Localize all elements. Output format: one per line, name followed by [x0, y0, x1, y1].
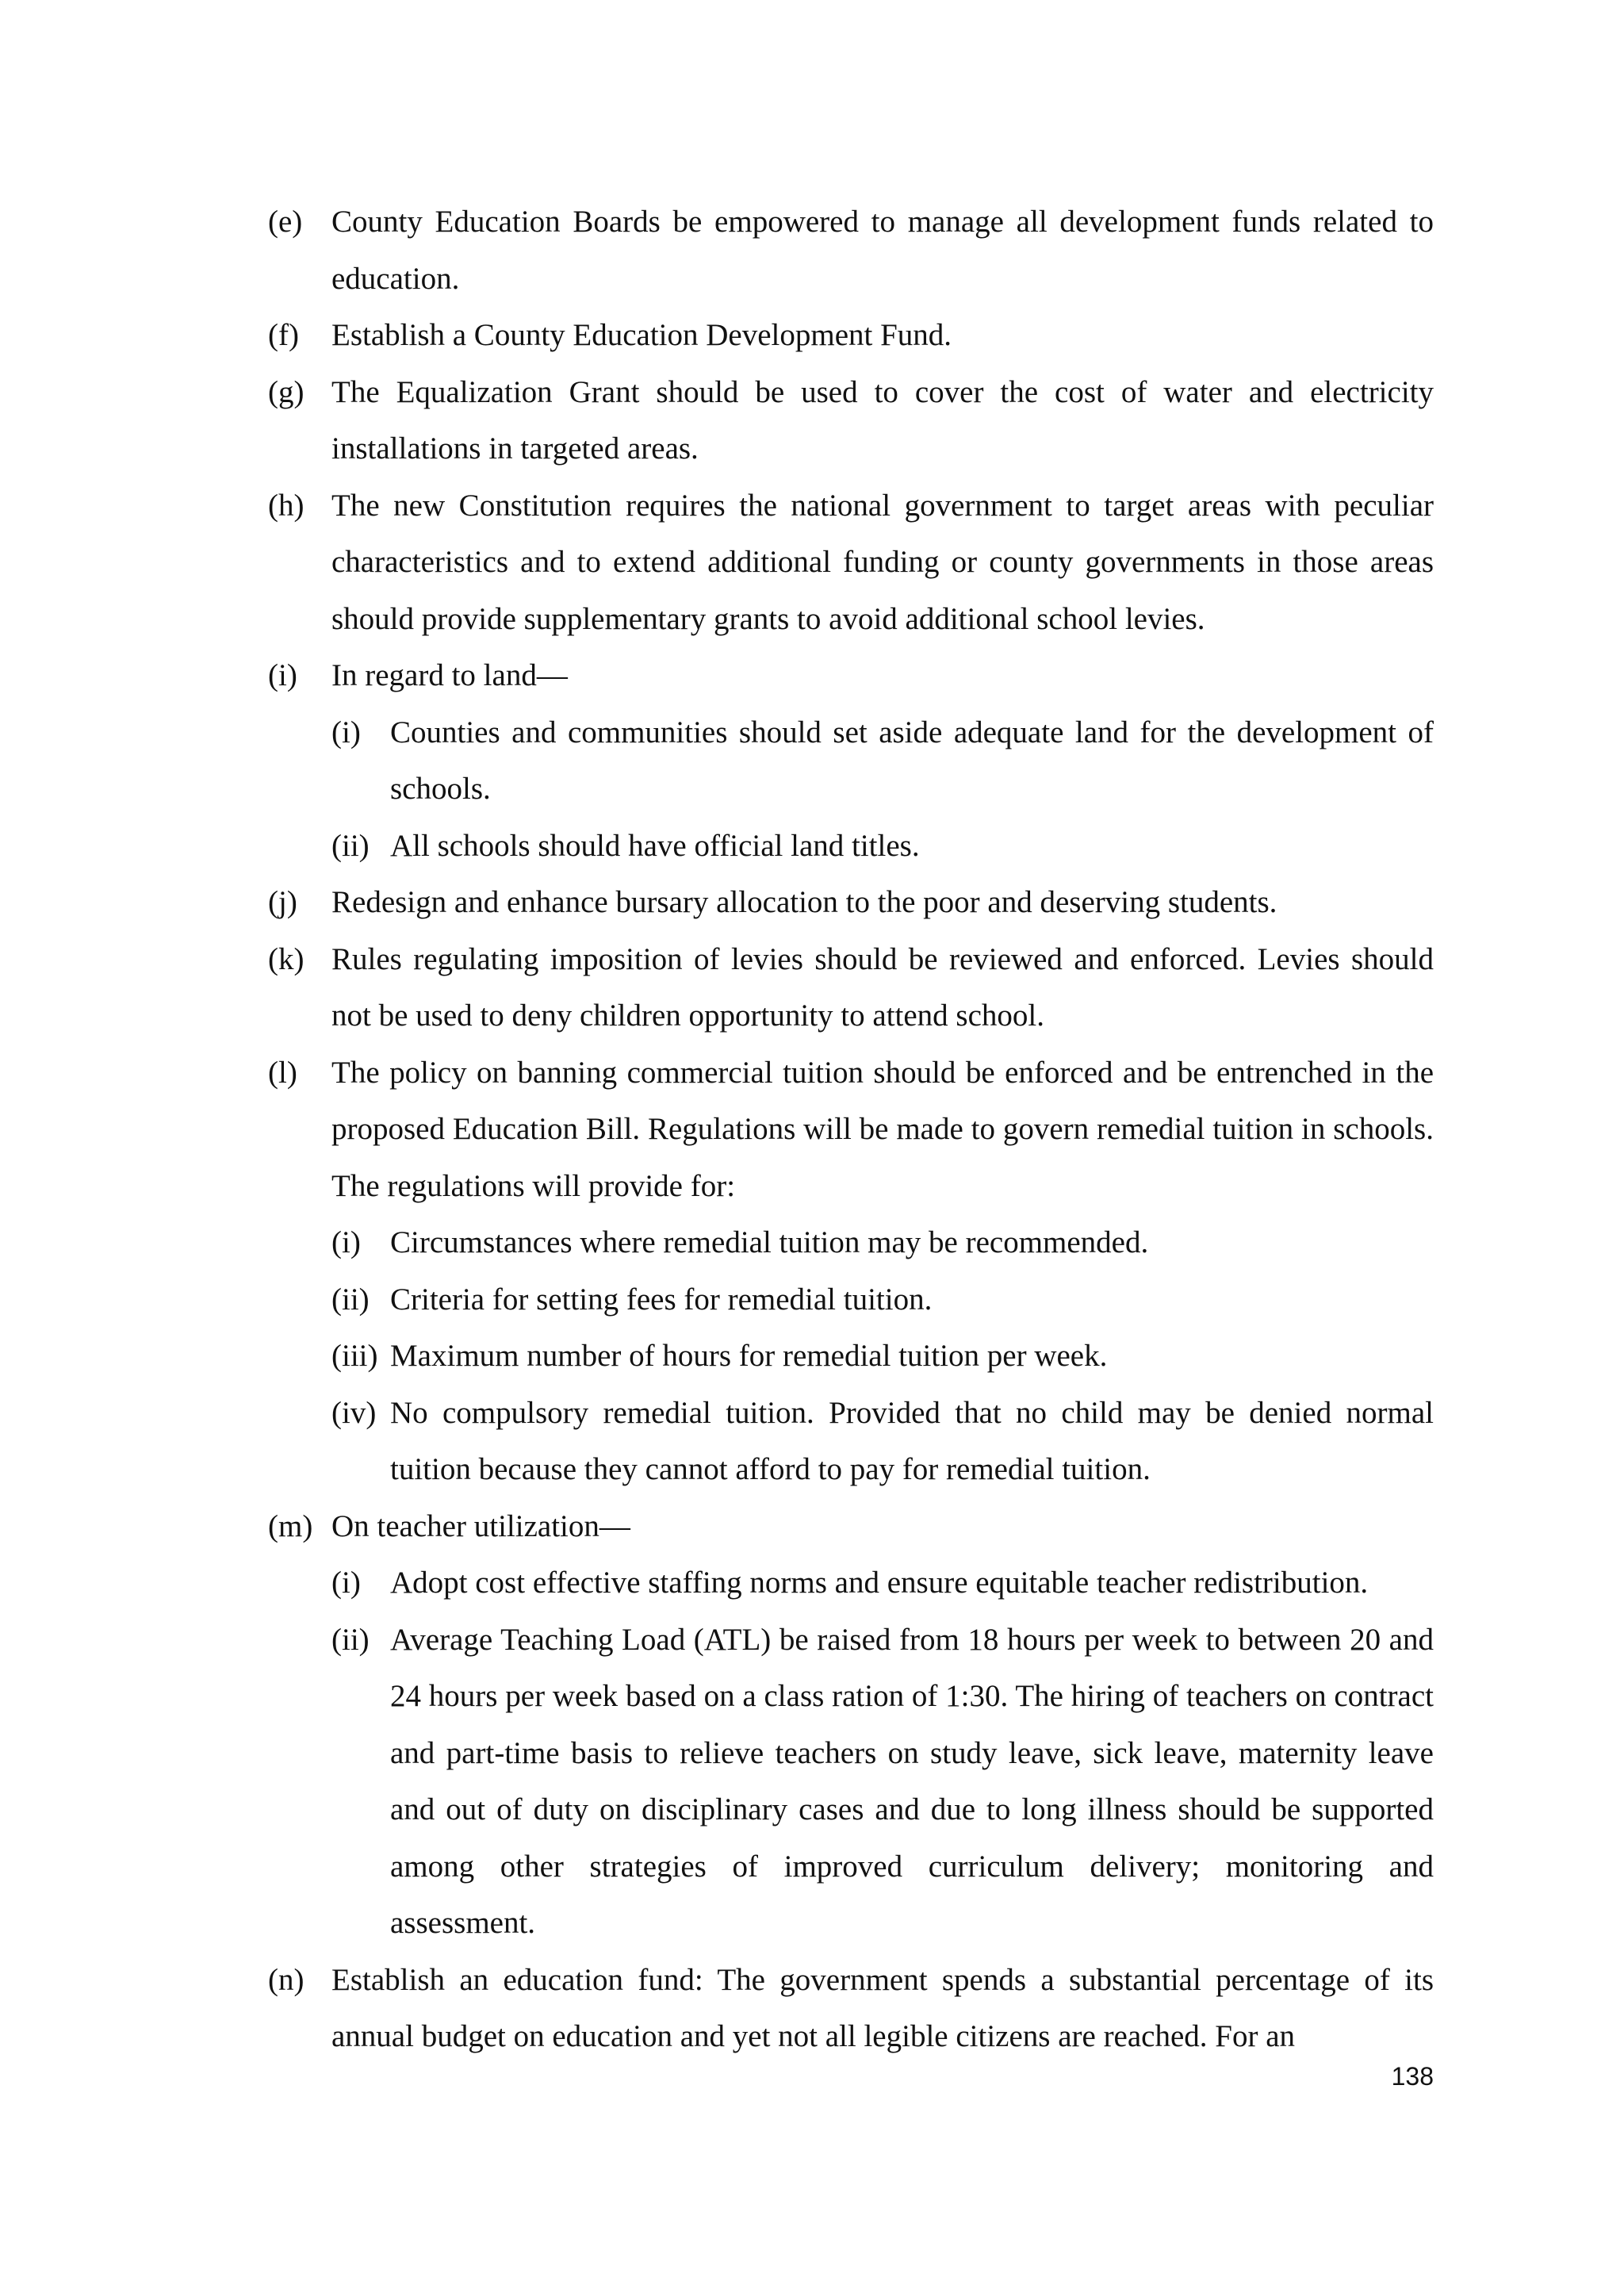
list-item-h	[268, 477, 1434, 648]
sublist-land	[331, 704, 1434, 875]
list-item-e	[268, 194, 1434, 307]
sub-item	[331, 1385, 1434, 1498]
sub-item	[331, 1554, 1434, 1612]
item-text: The policy on banning commercial tuition should be enforced and be entrenched in the proposed Education Bill. Regulations will be made to govern remedial tuition in schools. The regulations will provide for:	[331, 1055, 1434, 1203]
list-item-m	[268, 1498, 1434, 1555]
item-marker: (l)	[268, 1055, 297, 1090]
item-marker: (i)	[268, 658, 297, 692]
sub-item-marker: (i)	[331, 1566, 361, 1600]
sub-item	[331, 1271, 1434, 1328]
item-text: The Equalization Grant should be used to cover the cost of water and electricity installations in targeted areas.	[331, 374, 1434, 466]
sub-item-marker: (ii)	[331, 1622, 370, 1657]
item-text: Establish an education fund: The government spends a substantial percentage of its annual budget on education and yet not all legible citizens are reached. For an	[331, 1962, 1434, 2053]
sub-item-marker: (ii)	[331, 1282, 370, 1317]
sub-item	[331, 1214, 1434, 1271]
item-marker: (k)	[268, 941, 304, 976]
item-text: Establish a County Education Development Fund.	[331, 318, 952, 352]
sub-item-marker: (ii)	[331, 828, 370, 863]
sub-item-marker: (i)	[331, 715, 361, 749]
sub-item	[331, 818, 1434, 875]
sublist-regulations	[331, 1214, 1434, 1498]
list-item-l	[268, 1045, 1434, 1215]
sub-item-text: Average Teaching Load (ATL) be raised from 18 hours per week to between 20 and 24 hours per week based on a class ration of 1:30. The hiring of teachers on contract and part-time basis to relieve teachers on study leave, sick leave, maternity leave and out of duty on disciplinary cases and due to long illness should be supported among other strategies of improved curriculum delivery; monitoring and assessment.	[390, 1622, 1434, 1940]
item-text: Rules regulating imposition of levies should be reviewed and enforced. Levies should not be used to deny children opportunity to attend school.	[331, 941, 1434, 1033]
item-marker: (j)	[268, 885, 297, 919]
list-item-n	[268, 1952, 1434, 2065]
item-marker: (n)	[268, 1962, 304, 1997]
item-text: Redesign and enhance bursary allocation to the poor and deserving students.	[331, 885, 1277, 919]
item-marker: (m)	[268, 1508, 313, 1543]
sub-item-marker: (iv)	[331, 1395, 377, 1430]
item-text: On teacher utilization—	[331, 1508, 630, 1543]
item-text: In regard to land—	[331, 658, 568, 692]
item-marker: (g)	[268, 374, 304, 409]
list-item-j	[268, 874, 1434, 931]
sub-item-text: Maximum number of hours for remedial tuition per week.	[390, 1339, 1108, 1373]
sub-item-text: Adopt cost effective staffing norms and ensure equitable teacher redistribution.	[390, 1566, 1369, 1600]
list-item-f	[268, 307, 1434, 364]
sub-item-text: Criteria for setting fees for remedial tuition.	[390, 1282, 933, 1317]
sub-item-marker: (iii)	[331, 1339, 378, 1373]
item-marker: (f)	[268, 318, 299, 352]
item-text: County Education Boards be empowered to manage all development funds related to education.	[331, 205, 1434, 296]
sublist-teacher-utilization	[331, 1554, 1434, 1952]
item-marker: (h)	[268, 488, 304, 523]
list-item-g	[268, 364, 1434, 477]
sub-item	[331, 1328, 1434, 1385]
recommendation-list	[268, 194, 1434, 2065]
sub-item	[331, 704, 1434, 818]
list-item-i	[268, 647, 1434, 704]
page-number: 138	[1391, 2062, 1434, 2091]
sub-item-text: All schools should have official land titles.	[390, 828, 920, 863]
sub-item-text: No compulsory remedial tuition. Provided that no child may be denied normal tuition because they cannot afford to pay for remedial tuition.	[390, 1395, 1434, 1486]
sub-item	[331, 1612, 1434, 1952]
sub-item-text: Counties and communities should set aside adequate land for the development of schools.	[390, 715, 1434, 806]
item-text: The new Constitution requires the national government to target areas with peculiar characteristics and to extend additional funding or county governments in those areas should provide supplementary grants to avoid additional school levies.	[331, 488, 1434, 636]
sub-item-marker: (i)	[331, 1225, 361, 1259]
sub-item-text: Circumstances where remedial tuition may be recommended.	[390, 1225, 1149, 1259]
item-marker: (e)	[268, 205, 303, 239]
list-item-k	[268, 931, 1434, 1045]
